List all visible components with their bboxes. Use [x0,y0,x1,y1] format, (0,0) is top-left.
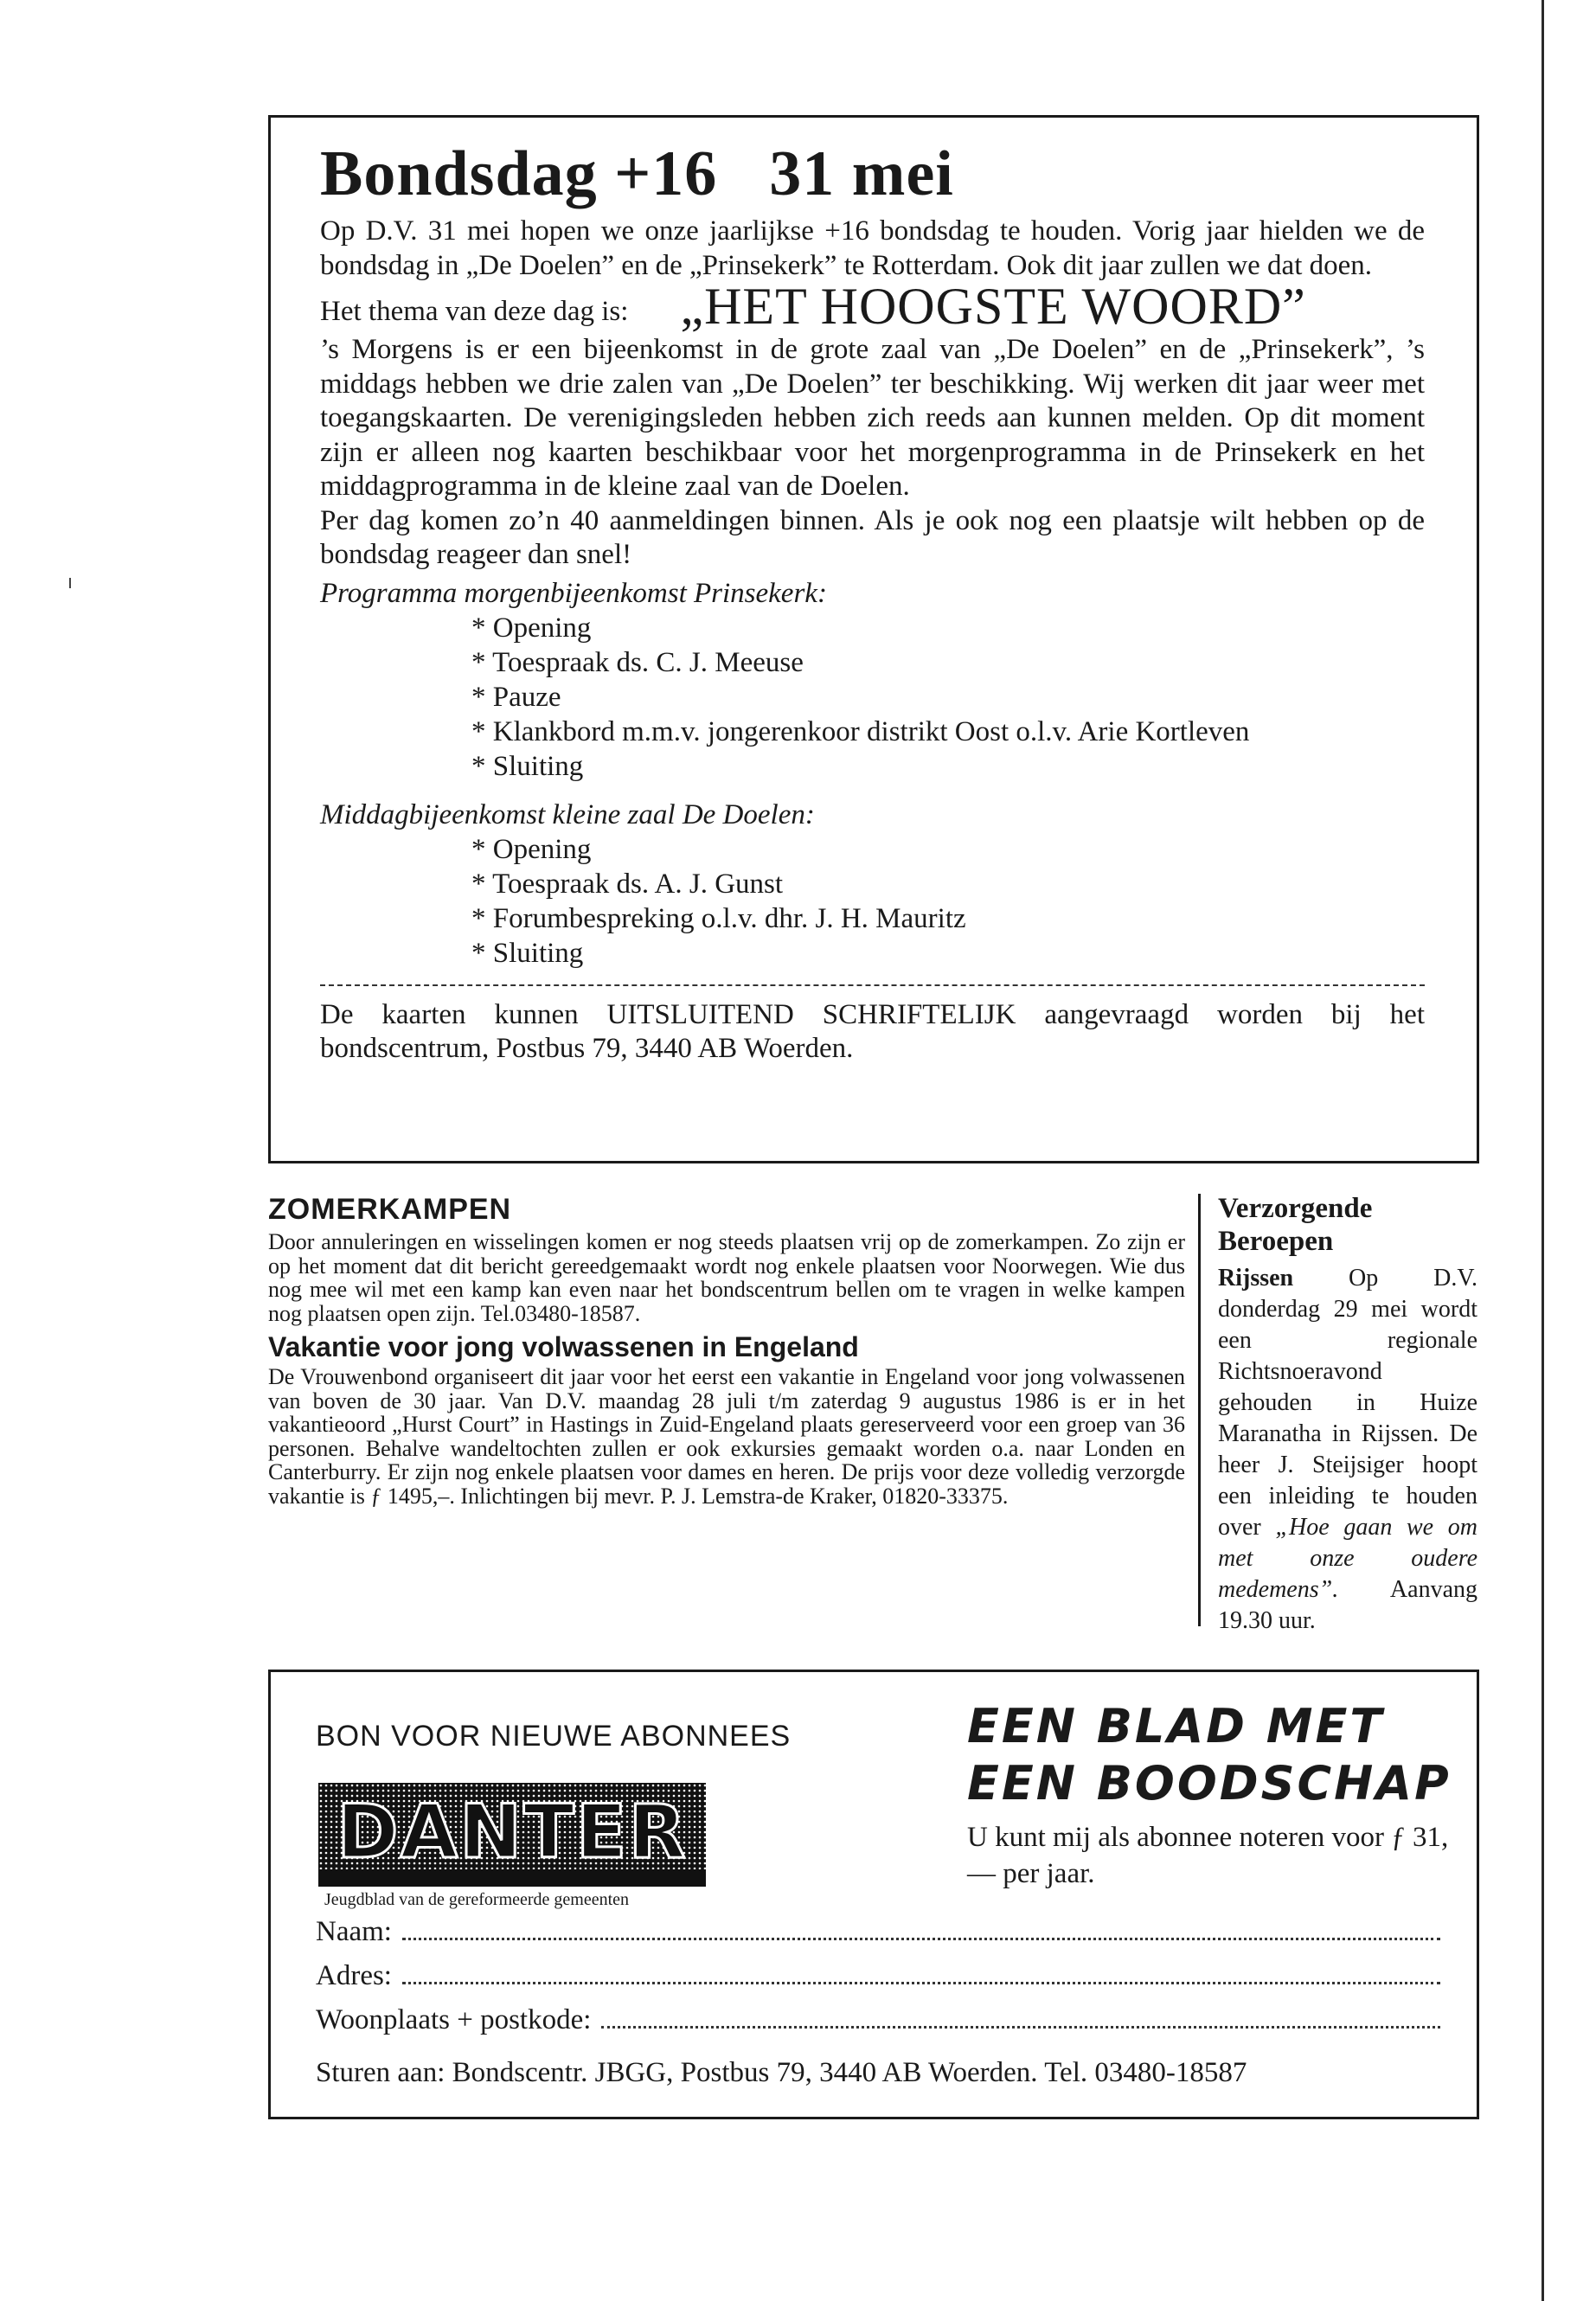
city-field[interactable] [316,2004,1440,2036]
name-line[interactable] [402,1920,1440,1940]
list-item: * Sluiting [471,749,1425,784]
zomerkampen-column [268,1192,1185,1508]
beroepen-column [1218,1192,1477,1637]
beroepen-title: Verzorgende Beroepen [1218,1193,1373,1257]
afternoon-program-list [471,832,1425,971]
bondsdag-body-2: Per dag komen zo’n 40 aanmeldingen binnen. Als je ook nog een plaatsje wilt hebben op de bondsdag reageer dan snel! [320,504,1425,570]
column-divider [1198,1194,1201,1626]
morning-program-list [471,611,1425,784]
vakantie-text: De Vrouwenbond organiseert dit jaar voor het eerst een vakantie in Engeland voor jong volwassenen van boven de 30 jaar. Van D.V. maandag 28 juli t/m zaterdag 9 augustus 1986 is er in het vakantieoord „Hurst Court” in Hastings in Zuid-Engeland plaats gereserveerd voor een groep van 36 personen. Behalve wandeltochten zullen er ook exkursies gemaakt worden o.a. naar Londen en Canterburry. Er zijn nog enkele plaatsen voor dames en heren. De prijs voor deze volledig verzorgde vakantie is ƒ 1495,–. Inlichtingen bij mevr. P. J. Lemstra-de Kraker, 01820-33375. [268,1364,1185,1509]
subscription-coupon [268,1670,1479,2119]
bondsdag-intro: Op D.V. 31 mei hopen we onze jaarlijkse +16 bondsdag te houden. Vorig jaar hielden we de bondsdag in „De Doelen” en de „Prinsekerk” te Rotterdam. Ook dit jaar zullen we dat doen. [320,215,1425,281]
headline-left: Bondsdag +16 [320,138,718,209]
name-field[interactable] [316,1916,1440,1948]
logo-text: DANTER [337,1789,688,1875]
vakantie-title: Vakantie voor jong volwassenen in Engeland [268,1331,859,1362]
list-item: * Opening [471,611,1425,645]
subscribe-text: U kunt mij als abonnee noteren voor ƒ 31,— per jaar. [967,1822,1449,1889]
headline-date: 31 mei [769,138,954,209]
morning-program-heading: Programma morgenbijeenkomst Prinsekerk: [320,577,827,609]
beroepen-body: Op D.V. donderdag 29 mei wordt een regionale Richtsnoeravond gehouden in Huize Maranatha in Rijssen. De heer J. Steijsiger hoopt een inleiding te houden over [1218,1265,1477,1541]
afternoon-program-heading: Middagbijeenkomst kleine zaal De Doelen: [320,798,815,830]
logo-subtitle: Jeugdblad van de gereformeerde gemeenten [324,1890,630,1909]
zomerkampen-text: Door annuleringen en wisselingen komen er nog steeds plaatsen vrij op de zomerkampen. Zo zijn er op het moment dat dit bericht gereedgemaakt wordt nog enkele plaatsen voor Noorwegen. Wie dus nog mee wil met een kamp kan even naar het bondscentrum bellen om te vragen in welke kampen nog plaatsen open zijn. Tel.03480-18587. [268,1229,1185,1326]
beroepen-start: Aanvang 19.30 uur. [1218,1576,1477,1634]
bondsdag-body: ’s Morgens is er een bijeenkomst in de grote zaal van „De Doelen” en de „Prinsekerk”, ’s middags hebben we drie zalen van „De Doelen” ter beschikking. Wij werken dit jaar weer met toegangskaarten. De verenigingsleden hebben zich reeds aan kunnen melden. Op dit moment zijn er alleen nog kaarten beschikbaar voor het morgenprogramma in de Prinsekerk en het middagprogramma in de kleine zaal van de Doelen. [320,334,1425,502]
city-line[interactable] [601,2009,1440,2029]
list-item: * Forumbespreking o.l.v. dhr. J. H. Mauritz [471,901,1425,936]
zomerkampen-title: ZOMERKAMPEN [268,1193,512,1226]
margin-mark [69,578,71,588]
bondsdag-headline [320,138,1425,209]
beroepen-place: Rijssen [1218,1265,1294,1292]
theme-title: „HET HOOGSTE WOORD” [680,278,1306,335]
page-edge-rule [1542,0,1544,2301]
address-label: Adres: [316,1960,392,1991]
list-item: * Pauze [471,680,1425,715]
list-item: * Toespraak ds. A. J. Gunst [471,867,1425,901]
beroepen-text [1218,1263,1477,1637]
slogan-line-2: EEN BOODSCHAP [967,1756,1452,1811]
address-line[interactable] [402,1965,1440,1984]
dashed-divider [320,984,1425,986]
tickets-notice: De kaarten kunnen UITSLUITEND SCHRIFTELIJK aangevraagd worden bij het bondscentrum, Postbus 79, 3440 AB Woerden. [320,998,1425,1064]
name-label: Naam: [316,1916,392,1947]
bondsdag-article [268,115,1479,1163]
send-to-address: Sturen aan: Bondscentr. JBGG, Postbus 79, 3440 AB Woerden. Tel. 03480-18587 [316,2057,1247,2088]
theme-label: Het thema van deze dag is: [320,296,629,327]
coupon-title: BON VOOR NIEUWE ABONNEES [316,1720,792,1753]
address-field[interactable] [316,1960,1440,1992]
slogan-line-1: EEN BLAD MET [967,1699,1385,1753]
list-item: * Sluiting [471,936,1425,971]
list-item: * Klankbord m.m.v. jongerenkoor distrikt Oost o.l.v. Arie Kortleven [471,715,1425,749]
danter-logo [318,1783,706,1895]
beroepen-topic: „Hoe gaan we om met onze oudere medemens”. [1218,1514,1477,1603]
theme-line [320,278,1425,335]
list-item: * Opening [471,832,1425,867]
slogan [967,1698,1452,1812]
city-label: Woonplaats + postkode: [316,2004,592,2035]
list-item: * Toespraak ds. C. J. Meeuse [471,645,1425,680]
